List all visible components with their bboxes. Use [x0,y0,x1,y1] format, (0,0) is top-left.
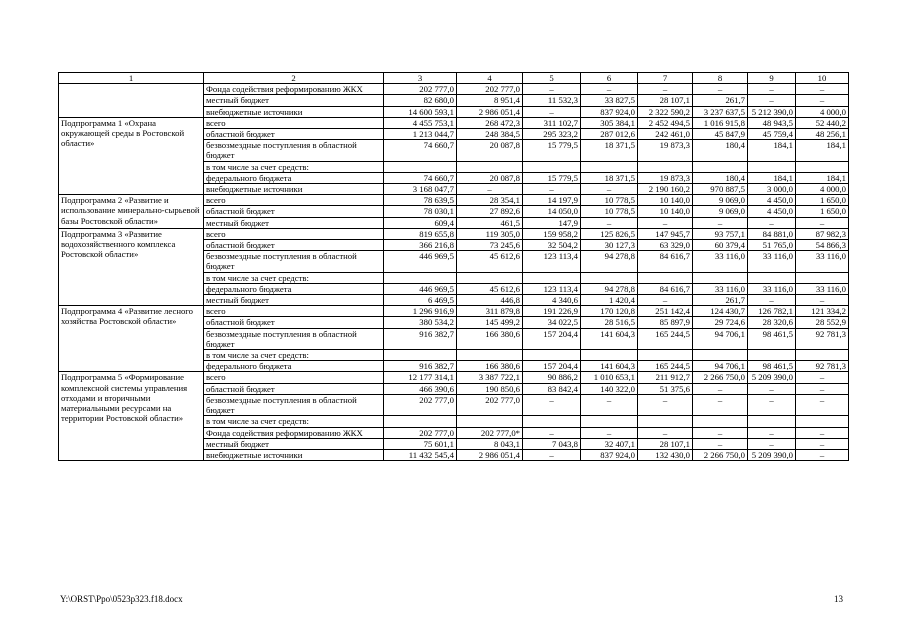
value-cell: 20 087,8 [457,172,523,183]
value-cell: 34 022,5 [523,317,581,328]
value-cell: 90 886,2 [523,372,581,383]
value-cell: 202 777,0 [384,394,457,415]
value-cell: 3 000,0 [748,184,796,195]
value-cell: 202 777,0 [457,394,523,415]
header-cell: 9 [748,73,796,84]
value-cell: – [748,427,796,438]
value-cell: 45 612,6 [457,283,523,294]
value-cell: – [748,295,796,306]
value-cell: 184,1 [748,140,796,161]
funding-source-cell: всего [204,195,384,206]
value-cell: – [638,295,693,306]
value-cell: 3 168 047,7 [384,184,457,195]
value-cell: 2 452 494,5 [638,117,693,128]
value-cell: 4 450,0 [748,206,796,217]
value-cell: – [638,84,693,95]
value-cell: 94 278,8 [581,283,638,294]
value-cell: – [796,217,849,228]
value-cell: 12 177 314,1 [384,372,457,383]
value-cell: 78 639,5 [384,195,457,206]
funding-source-cell: Фонда содействия реформированию ЖКХ [204,84,384,95]
value-cell: 166 380,6 [457,328,523,349]
value-cell: 33 116,0 [796,283,849,294]
value-cell [581,416,638,427]
value-cell: 33 116,0 [693,283,748,294]
value-cell: 28 107,1 [638,438,693,449]
program-name-cell: Подпрограмма 2 «Развитие и использование минерально-сырьевой базы Ростовской области» [59,195,204,229]
funding-source-cell: Фонда содействия реформированию ЖКХ [204,427,384,438]
value-cell: 248 384,5 [457,129,523,140]
value-cell: 84 616,7 [638,283,693,294]
value-cell: – [796,394,849,415]
funding-source-cell: всего [204,228,384,239]
value-cell: 124 430,7 [693,306,748,317]
value-cell: 366 216,8 [384,240,457,251]
value-cell [638,416,693,427]
value-cell: 295 323,2 [523,129,581,140]
value-cell: 2 986 051,4 [457,449,523,460]
value-cell: 14 050,0 [523,206,581,217]
value-cell: 45 612,6 [457,251,523,272]
value-cell: 10 778,5 [581,195,638,206]
value-cell: 2 266 750,0 [693,372,748,383]
value-cell: 63 329,0 [638,240,693,251]
value-cell: 141 604,3 [581,361,638,372]
value-cell [693,416,748,427]
value-cell: 211 912,7 [638,372,693,383]
value-cell: – [457,184,523,195]
value-cell: 123 113,4 [523,251,581,272]
value-cell: – [581,217,638,228]
value-cell: 251 142,4 [638,306,693,317]
value-cell: 92 781,3 [796,328,849,349]
value-cell: – [523,427,581,438]
funding-source-cell: федерального бюджета [204,172,384,183]
value-cell [796,416,849,427]
value-cell: 45 759,4 [748,129,796,140]
value-cell: 1 420,4 [581,295,638,306]
value-cell: 970 887,5 [693,184,748,195]
funding-source-cell: федерального бюджета [204,361,384,372]
table-row [59,84,849,95]
program-name-cell: Подпрограмма 5 «Формирование комплексной системы управления отходами и вторичными материальными ресурсами на территории Ростовской области» [59,372,204,461]
value-cell: 202 777,0* [457,427,523,438]
value-cell: – [748,84,796,95]
value-cell: 242 461,0 [638,129,693,140]
value-cell [581,350,638,361]
header-cell: 7 [638,73,693,84]
value-cell: 6 469,5 [384,295,457,306]
value-cell: 380 534,2 [384,317,457,328]
value-cell: 32 407,1 [581,438,638,449]
value-cell: 19 873,3 [638,140,693,161]
funding-source-cell: местный бюджет [204,95,384,106]
funding-source-cell: безвозмездные поступления в областной бюджет [204,328,384,349]
value-cell [457,416,523,427]
value-cell: 184,1 [796,140,849,161]
value-cell: 18 371,5 [581,140,638,161]
value-cell: – [693,84,748,95]
value-cell: 461,5 [457,217,523,228]
value-cell: 7 043,8 [523,438,581,449]
value-cell: 94 706,1 [693,328,748,349]
value-cell: 93 757,1 [693,228,748,239]
funding-source-cell: в том числе за счет средств: [204,161,384,172]
value-cell: – [693,427,748,438]
value-cell: 4 455 753,1 [384,117,457,128]
value-cell: 191 226,9 [523,306,581,317]
value-cell: – [748,394,796,415]
value-cell: 52 440,2 [796,117,849,128]
value-cell: 311 102,7 [523,117,581,128]
value-cell: 184,1 [748,172,796,183]
value-cell: 190 850,6 [457,383,523,394]
value-cell: 916 382,7 [384,361,457,372]
value-cell [748,350,796,361]
table-row [59,306,849,317]
value-cell: 92 781,3 [796,361,849,372]
funding-source-cell: местный бюджет [204,295,384,306]
value-cell [748,161,796,172]
value-cell: 1 016 915,8 [693,117,748,128]
value-cell: 29 724,6 [693,317,748,328]
value-cell: 165 244,5 [638,328,693,349]
value-cell: 94 278,8 [581,251,638,272]
value-cell: 84 616,7 [638,251,693,272]
value-cell [523,416,581,427]
value-cell: 9 069,0 [693,206,748,217]
value-cell: 54 866,3 [796,240,849,251]
value-cell [748,272,796,283]
value-cell: 147 945,7 [638,228,693,239]
value-cell: 4 340,6 [523,295,581,306]
value-cell [457,350,523,361]
value-cell: 446 969,5 [384,283,457,294]
value-cell [796,161,849,172]
footer-file-path: Y:\ORST\Ppo\0523p323.f18.docx [60,594,183,604]
value-cell: 141 604,3 [581,328,638,349]
value-cell [457,161,523,172]
funding-source-cell: безвозмездные поступления в областной бюджет [204,140,384,161]
value-cell: 74 660,7 [384,172,457,183]
value-cell: – [638,394,693,415]
value-cell: 5 209 390,0 [748,372,796,383]
funding-source-cell: безвозмездные поступления в областной бюджет [204,394,384,415]
value-cell: 121 334,2 [796,306,849,317]
value-cell: 466 390,6 [384,383,457,394]
value-cell: 125 826,5 [581,228,638,239]
funding-source-cell: в том числе за счет средств: [204,350,384,361]
value-cell: 84 881,0 [748,228,796,239]
value-cell: 170 120,8 [581,306,638,317]
header-cell: 3 [384,73,457,84]
value-cell [457,272,523,283]
value-cell: 45 847,9 [693,129,748,140]
value-cell [523,272,581,283]
value-cell: – [638,427,693,438]
value-cell: – [748,438,796,449]
program-name-cell: Подпрограмма 3 «Развитие водохозяйственного комплекса Ростовской области» [59,228,204,305]
funding-source-cell: областной бюджет [204,240,384,251]
value-cell: 18 371,5 [581,172,638,183]
value-cell: 10 140,0 [638,195,693,206]
value-cell: 8 951,4 [457,95,523,106]
value-cell: – [693,438,748,449]
funding-source-cell: областной бюджет [204,317,384,328]
table-row [59,117,849,128]
funding-source-cell: федерального бюджета [204,283,384,294]
value-cell: 51 765,0 [748,240,796,251]
funding-source-cell: внебюджетные источники [204,106,384,117]
value-cell: – [796,427,849,438]
program-name-cell [59,84,204,118]
value-cell: – [523,394,581,415]
value-cell: – [748,383,796,394]
value-cell [384,350,457,361]
value-cell: – [748,217,796,228]
value-cell: 311 879,8 [457,306,523,317]
value-cell: 75 601,1 [384,438,457,449]
value-cell: 4 000,0 [796,106,849,117]
value-cell: 20 087,8 [457,140,523,161]
value-cell: 2 322 590,2 [638,106,693,117]
value-cell: 1 650,0 [796,195,849,206]
value-cell: 33 116,0 [693,251,748,272]
value-cell [581,272,638,283]
value-cell: – [581,394,638,415]
value-cell: 140 322,0 [581,383,638,394]
table-header-row [59,73,849,84]
funding-source-cell: всего [204,117,384,128]
value-cell: 8 043,1 [457,438,523,449]
value-cell: 14 197,9 [523,195,581,206]
value-cell: 28 107,1 [638,95,693,106]
value-cell: 83 842,4 [523,383,581,394]
header-cell: 5 [523,73,581,84]
value-cell: 2 190 160,2 [638,184,693,195]
value-cell [384,416,457,427]
value-cell: 2 266 750,0 [693,449,748,460]
value-cell: – [523,106,581,117]
value-cell: 1 650,0 [796,206,849,217]
value-cell: 3 237 637,5 [693,106,748,117]
value-cell [384,161,457,172]
value-cell: 28 516,5 [581,317,638,328]
value-cell: 51 375,6 [638,383,693,394]
value-cell: 4 000,0 [796,184,849,195]
value-cell: 819 655,8 [384,228,457,239]
value-cell: 157 204,4 [523,361,581,372]
funding-source-cell: областной бюджет [204,383,384,394]
value-cell: 1 010 653,1 [581,372,638,383]
value-cell: 287 012,6 [581,129,638,140]
funding-source-cell: внебюджетные источники [204,449,384,460]
value-cell: 268 472,3 [457,117,523,128]
value-cell: 94 706,1 [693,361,748,372]
value-cell: 446 969,5 [384,251,457,272]
value-cell: 11 532,3 [523,95,581,106]
value-cell: 119 305,0 [457,228,523,239]
value-cell: 2 986 051,4 [457,106,523,117]
value-cell: 180,4 [693,172,748,183]
value-cell: 1 296 916,9 [384,306,457,317]
value-cell: 27 892,6 [457,206,523,217]
value-cell: – [638,217,693,228]
value-cell: 5 209 390,0 [748,449,796,460]
value-cell: – [693,217,748,228]
table-row [59,228,849,239]
value-cell: 60 379,4 [693,240,748,251]
funding-source-cell: в том числе за счет средств: [204,272,384,283]
value-cell: 261,7 [693,295,748,306]
value-cell: 3 387 722,1 [457,372,523,383]
value-cell: 157 204,4 [523,328,581,349]
value-cell [638,350,693,361]
header-cell: 8 [693,73,748,84]
value-cell [638,272,693,283]
header-cell: 6 [581,73,638,84]
value-cell: 98 461,5 [748,328,796,349]
funding-source-cell: областной бюджет [204,206,384,217]
value-cell: 74 660,7 [384,140,457,161]
value-cell [796,272,849,283]
value-cell: 165 244,5 [638,361,693,372]
value-cell: 73 245,6 [457,240,523,251]
header-cell: 1 [59,73,204,84]
value-cell: – [796,372,849,383]
funding-source-cell: местный бюджет [204,438,384,449]
value-cell [693,161,748,172]
value-cell [796,350,849,361]
footer-page-number: 13 [834,594,843,604]
value-cell: 32 504,2 [523,240,581,251]
value-cell: – [796,438,849,449]
funding-source-cell: областной бюджет [204,129,384,140]
value-cell: – [796,84,849,95]
value-cell [581,161,638,172]
value-cell: 261,7 [693,95,748,106]
value-cell: – [581,427,638,438]
funding-source-cell: безвозмездные поступления в областной бюджет [204,251,384,272]
value-cell: 305 384,1 [581,117,638,128]
funding-source-cell: внебюджетные источники [204,184,384,195]
header-cell: 4 [457,73,523,84]
value-cell: – [693,383,748,394]
value-cell: 184,1 [796,172,849,183]
value-cell: 14 600 593,1 [384,106,457,117]
program-name-cell: Подпрограмма 1 «Охрана окружающей среды в Ростовской области» [59,117,204,194]
value-cell: 1 213 044,7 [384,129,457,140]
value-cell: 19 873,3 [638,172,693,183]
value-cell: 126 782,1 [748,306,796,317]
value-cell: 159 958,2 [523,228,581,239]
value-cell: 85 897,9 [638,317,693,328]
value-cell [693,272,748,283]
value-cell: 15 779,5 [523,172,581,183]
value-cell: – [796,295,849,306]
value-cell: 10 778,5 [581,206,638,217]
value-cell [748,416,796,427]
value-cell: – [693,394,748,415]
value-cell: 202 777,0 [384,427,457,438]
header-cell: 2 [204,73,384,84]
value-cell: 87 982,3 [796,228,849,239]
value-cell [384,272,457,283]
value-cell: 11 432 545,4 [384,449,457,460]
funding-source-cell: в том числе за счет средств: [204,416,384,427]
value-cell: 837 924,0 [581,449,638,460]
value-cell: – [796,449,849,460]
value-cell [523,350,581,361]
funding-source-cell: местный бюджет [204,217,384,228]
header-cell: 10 [796,73,849,84]
value-cell: 202 777,0 [384,84,457,95]
value-cell: 147,9 [523,217,581,228]
value-cell: 98 461,5 [748,361,796,372]
value-cell: 916 382,7 [384,328,457,349]
value-cell: – [523,84,581,95]
value-cell: – [523,184,581,195]
funding-source-cell: всего [204,306,384,317]
value-cell: 202 777,0 [457,84,523,95]
value-cell: – [523,449,581,460]
value-cell: 33 827,5 [581,95,638,106]
value-cell: 30 127,3 [581,240,638,251]
value-cell: – [796,383,849,394]
value-cell: 78 030,1 [384,206,457,217]
value-cell: 82 680,0 [384,95,457,106]
value-cell: 33 116,0 [748,283,796,294]
value-cell [693,350,748,361]
value-cell: 609,4 [384,217,457,228]
value-cell: 446,8 [457,295,523,306]
value-cell: 166 380,6 [457,361,523,372]
value-cell: 33 116,0 [796,251,849,272]
value-cell [638,161,693,172]
funding-source-cell: всего [204,372,384,383]
value-cell: 837 924,0 [581,106,638,117]
value-cell: 123 113,4 [523,283,581,294]
value-cell: 10 140,0 [638,206,693,217]
value-cell: 5 212 390,0 [748,106,796,117]
value-cell: 180,4 [693,140,748,161]
value-cell: – [748,95,796,106]
value-cell: – [581,184,638,195]
value-cell: 28 320,6 [748,317,796,328]
program-name-cell: Подпрограмма 4 «Развитие лесного хозяйства Ростовской области» [59,306,204,372]
value-cell: 33 116,0 [748,251,796,272]
table-row [59,195,849,206]
value-cell: 48 943,5 [748,117,796,128]
value-cell: 9 069,0 [693,195,748,206]
value-cell: 28 354,1 [457,195,523,206]
value-cell [523,161,581,172]
value-cell: 15 779,5 [523,140,581,161]
value-cell: 28 552,9 [796,317,849,328]
table-row [59,372,849,383]
value-cell: 145 499,2 [457,317,523,328]
value-cell: 4 450,0 [748,195,796,206]
budget-table [58,72,849,461]
value-cell: – [796,95,849,106]
value-cell: – [581,84,638,95]
value-cell: 48 256,1 [796,129,849,140]
value-cell: 132 430,0 [638,449,693,460]
